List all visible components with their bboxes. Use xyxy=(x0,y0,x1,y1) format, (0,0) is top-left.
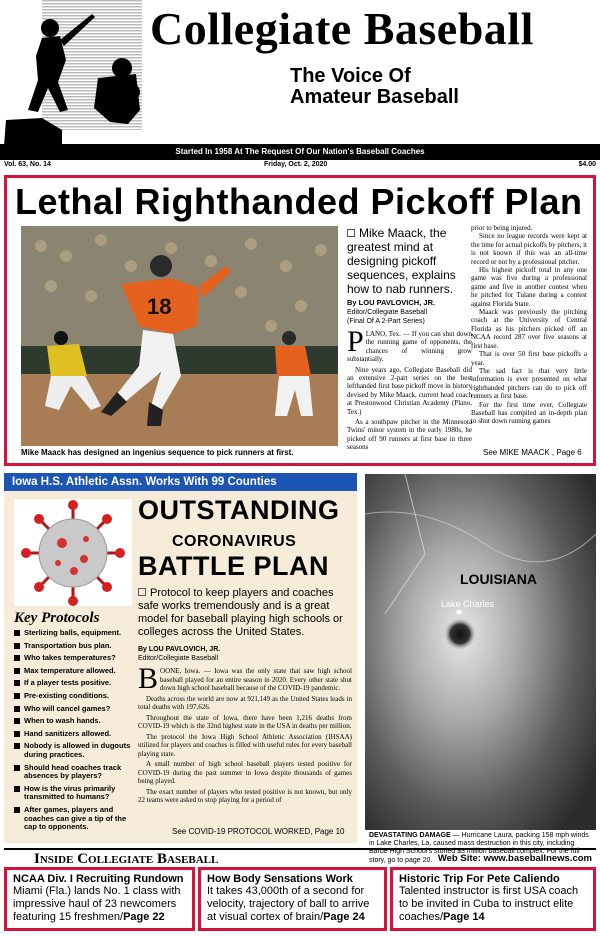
top-story-headline: Lethal Righthanded Pickoff Plan xyxy=(15,181,583,222)
map-state-label: LOUISIANA xyxy=(460,571,537,587)
iowa-story-bar: Iowa H.S. Athletic Assn. Works With 99 Counties xyxy=(4,473,357,491)
iowa-story xyxy=(4,491,357,843)
top-story-deck: Mike Maack, the greatest mind at designing pickoff sequences, explains how to nab runners. xyxy=(347,226,456,296)
coronavirus-icon xyxy=(14,499,132,606)
protocol-item: Hand sanitizers allowed. xyxy=(14,730,134,739)
protocol-item: After games, players and coaches can give a tip of the cap to opponents. xyxy=(14,806,134,832)
teaser-body: It takes 43,000th of a second for velocity, trajectory of ball to arrive at visual cortex of brain/Page 24 xyxy=(207,885,370,923)
masthead xyxy=(0,0,600,158)
drop-cap: B xyxy=(138,662,159,695)
bullet-box-icon xyxy=(347,229,355,237)
top-story-jump-link[interactable]: See MIKE MAACK , Page 6 xyxy=(483,448,582,457)
inside-bar xyxy=(4,848,596,866)
top-story-column-2: prior to being injured. Since no league records were kept at the time for actual pickoffs by pitchers, it is not known if this was an all-time record or not by a professional pitcher. His highest pickoff total in any one game was five during a professional game and five in another contest when he pitched for Tulane during a contest against Florida State. Maack was previously the pitching coach at the University of Central Florida as his pitchers picked off an NCAA record 287 over five seasons at first base. That is over 50 first base pickoffs a year. The sad fact is that very little information is ever presented on what righthanded pitchers can do to pick off runners at first base. For the first time ever, Collegiate Baseball has compiled an in-depth plan to shut down running games xyxy=(471,224,587,426)
map-city-label: Lake Charles xyxy=(441,599,495,609)
dateline xyxy=(0,160,600,172)
protocol-item: When to wash hands. xyxy=(14,717,134,726)
masthead-tagline: The Voice Of Amateur Baseball xyxy=(290,65,459,108)
jersey-number: 18 xyxy=(147,294,172,319)
top-story xyxy=(4,175,596,466)
volume: Vol. 63, No. 14 xyxy=(4,161,51,168)
issue-date: Friday, Oct. 2, 2020 xyxy=(264,161,328,168)
pitcher-photo xyxy=(21,226,338,446)
hurricane-satellite-image xyxy=(365,474,596,830)
drop-cap: P xyxy=(347,325,364,358)
iowa-headline-1: OUTSTANDING xyxy=(138,495,340,525)
teaser-body: Miami (Fla.) lands No. 1 class with impressive haul of 23 newcomers featuring 15 freshmen/Page 22 xyxy=(13,885,181,923)
website-link[interactable]: Web Site: www.baseballnews.com xyxy=(437,853,592,864)
teaser-body-sensations[interactable] xyxy=(198,867,387,931)
protocol-item: Pre-existing conditions. xyxy=(14,692,134,701)
hurricane-caption: DEVASTATING DAMAGE — Hurricane Laura, packing 158 mph winds in Lake Charles, La, caused mass destruction in this city, including Barbe High School's storied $3 million baseball complex. For the full story, go to page 20. xyxy=(369,832,589,864)
protocol-item: Should head coaches track absences by players? xyxy=(14,764,134,781)
teaser-head: Historic Trip For Pete Caliendo xyxy=(399,873,560,885)
teaser-recruiting[interactable] xyxy=(4,867,195,931)
price: $4.00 xyxy=(578,161,596,168)
teaser-head: How Body Sensations Work xyxy=(207,873,353,885)
key-protocols-title: Key Protocols xyxy=(14,610,100,626)
teaser-head: NCAA Div. I Recruiting Rundown xyxy=(13,873,184,885)
iowa-headline-3: BATTLE PLAN xyxy=(138,551,329,581)
teaser-body: Talented instructor is first USA coach to be invited in Cuba to instruct elite coaches/Page 14 xyxy=(399,885,579,923)
protocol-item: Nobody is allowed in dugouts during practices. xyxy=(14,742,134,759)
inside-label: Inside Collegiate Baseball xyxy=(34,851,219,867)
photo-caption: Mike Maack has designed an ingenius sequence to pick runners at first. xyxy=(21,448,294,457)
key-protocols-list xyxy=(14,629,134,836)
iowa-byline: By LOU PAVLOVICH, JR. Editor/Collegiate Baseball xyxy=(138,646,221,662)
masthead-title: Collegiate Baseball xyxy=(150,3,534,54)
teaser-caliendo[interactable] xyxy=(390,867,596,931)
iowa-deck: Protocol to keep players and coaches safe works tremendously and is a great model for baseball playing high schools or colleges across the United States. xyxy=(138,587,343,638)
baseball-players-silhouette-icon xyxy=(2,0,142,150)
protocol-item: Who will cancel games? xyxy=(14,705,134,714)
top-story-byline: By LOU PAVLOVICH, JR. Editor/Collegiate Baseball (Final Of A 2-Part Series) xyxy=(347,298,436,325)
iowa-story-body: B OONE, Iowa. — Iowa was the only state that saw high school baseball played for an entire season in 2020. Every other state shut down high school baseball because of the COVID-19 pandemic. Deaths across the world are now at 921,149 as the United States leads in total deaths with 197,626. Throughout the state of Iowa, there have been 1,216 deaths from COVID-19 which is the 32nd highest state in the USA in deaths per million. The protocol the Iowa High School Athletic Association (IHSAA) utilized for players and coaches is filled with useful rules for every baseball playing state. A small number of high school baseball players tested positive for COVID-19 during the past summer in Iowa despite thousands of games being played. The exact number of players who tested positive is not known, but only 22 teams were asked to stop playing for a period of xyxy=(138,662,352,804)
protocol-item: Transportation bus plan. xyxy=(14,642,134,651)
protocol-item: Who takes temperatures? xyxy=(14,654,134,663)
protocol-item: If a player tests positive. xyxy=(14,679,134,688)
founded-banner: Started In 1958 At The Request Of Our Nation's Baseball Coaches xyxy=(0,144,600,160)
protocol-item: Sterlizing balls, equipment. xyxy=(14,629,134,638)
iowa-headline-2: CORONAVIRUS xyxy=(172,533,297,550)
iowa-jump-link[interactable]: See COVID-19 PROTOCOL WORKED, Page 10 xyxy=(172,827,345,836)
bullet-box-icon xyxy=(138,588,146,596)
protocol-item: How is the virus primarily transmitted to humans? xyxy=(14,785,134,802)
top-story-column-1: P LANO, Tex. — If you can shut down the running game of opponents, the chances of winning grow substantially. Nine years ago, Collegiate Baseball did an extensive 2-part series on the best lefthanded first base pickoff move in history devised by Mike Maack, current head coach at Prestonwood Christian Academy (Plano, Tex.) As a southpaw pitcher in the Minnesota Twins' minor system in the early 1980s, he picked off 90 runners at first base in three seasons xyxy=(347,325,472,452)
protocol-item: Max temperature allowed. xyxy=(14,667,134,676)
